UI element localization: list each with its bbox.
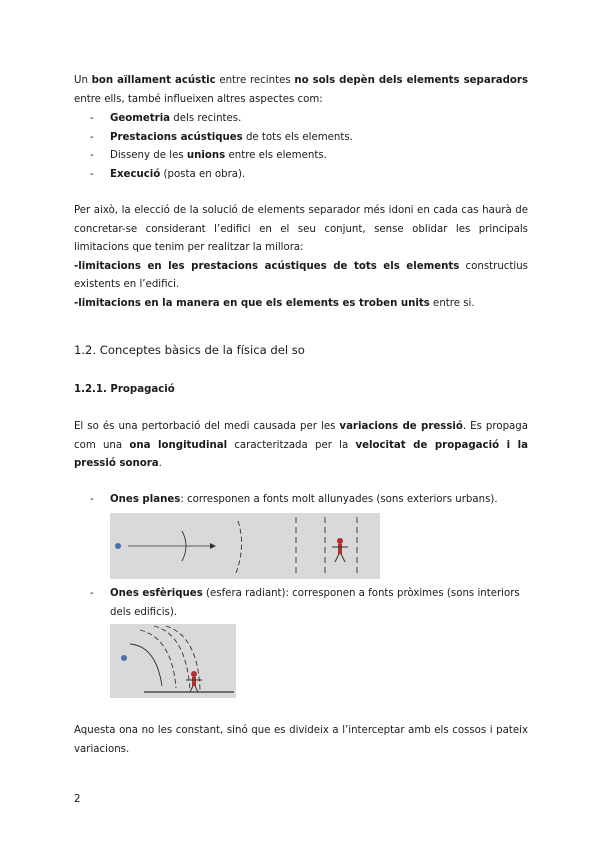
plane-wave-figure <box>110 513 380 579</box>
list-item: - Geometria dels recintes. <box>90 113 242 124</box>
sound-source-icon <box>115 543 121 549</box>
wavefront-2 <box>236 521 242 573</box>
list-item: - Execució (posta en obra). <box>90 169 246 181</box>
sound-source-icon <box>121 655 127 661</box>
section-heading: 1.2. Conceptes bàsics de la física del so <box>74 343 305 357</box>
wavefront-2 <box>140 630 176 688</box>
subsection-heading: 1.2.1. Propagació <box>74 384 175 395</box>
closing-paragraph: Aquesta ona no les constant, sinó que es divideix a l’interceptar amb els cossos i pateix variacions. <box>74 725 528 755</box>
spherical-wave-figure <box>110 624 236 698</box>
intro-paragraph: Un bon aïllament acústic entre recintes no sols depèn dels elements separadors entre ells, també influeixen altres aspectes com: <box>74 75 529 105</box>
list-item: - Ones planes: corresponen a fonts molt allunyades (sons exteriors urbans). <box>90 494 498 505</box>
wave-list-spherical <box>90 585 530 622</box>
wavefront-1 <box>130 644 162 686</box>
list-item: - Ones esfèriques (esfera radiant): corresponen a fonts pròximes (sons interiors dels edificis). <box>90 588 520 618</box>
listener-icon <box>332 538 348 562</box>
wave-list-plane <box>90 491 530 510</box>
list-item: - Prestacions acústiques de tots els elements. <box>90 131 353 143</box>
list-item: - Disseny de les unions entre els elements. <box>90 150 327 162</box>
propagation-paragraph: El so és una pertorbació del medi causada per les variacions de pressió. Es propaga com una ona longitudinal caracteritzada per la velocitat de propagació i la pressió sonora. <box>74 421 528 470</box>
limitations-paragraph: Per això, la elecció de la solució de elements separador més idoni en cada cas haurà de concretar-se considerant l’edifici en el seu conjunt, sense oblidar les principals limitacions que tenim per realitzar la millora: -limitacions en les prestacions acústiques de tots els elements constructius existents en l’edifici. -limitacions en la manera en que els elements es troben units entre si. <box>74 205 528 309</box>
spherical-wave-diagram <box>110 624 236 698</box>
arrow-head-icon <box>210 543 216 549</box>
wavefront-3 <box>154 626 190 690</box>
page-number: 2 <box>74 794 81 805</box>
aspects-list <box>90 110 530 185</box>
plane-wave-diagram <box>110 513 380 579</box>
